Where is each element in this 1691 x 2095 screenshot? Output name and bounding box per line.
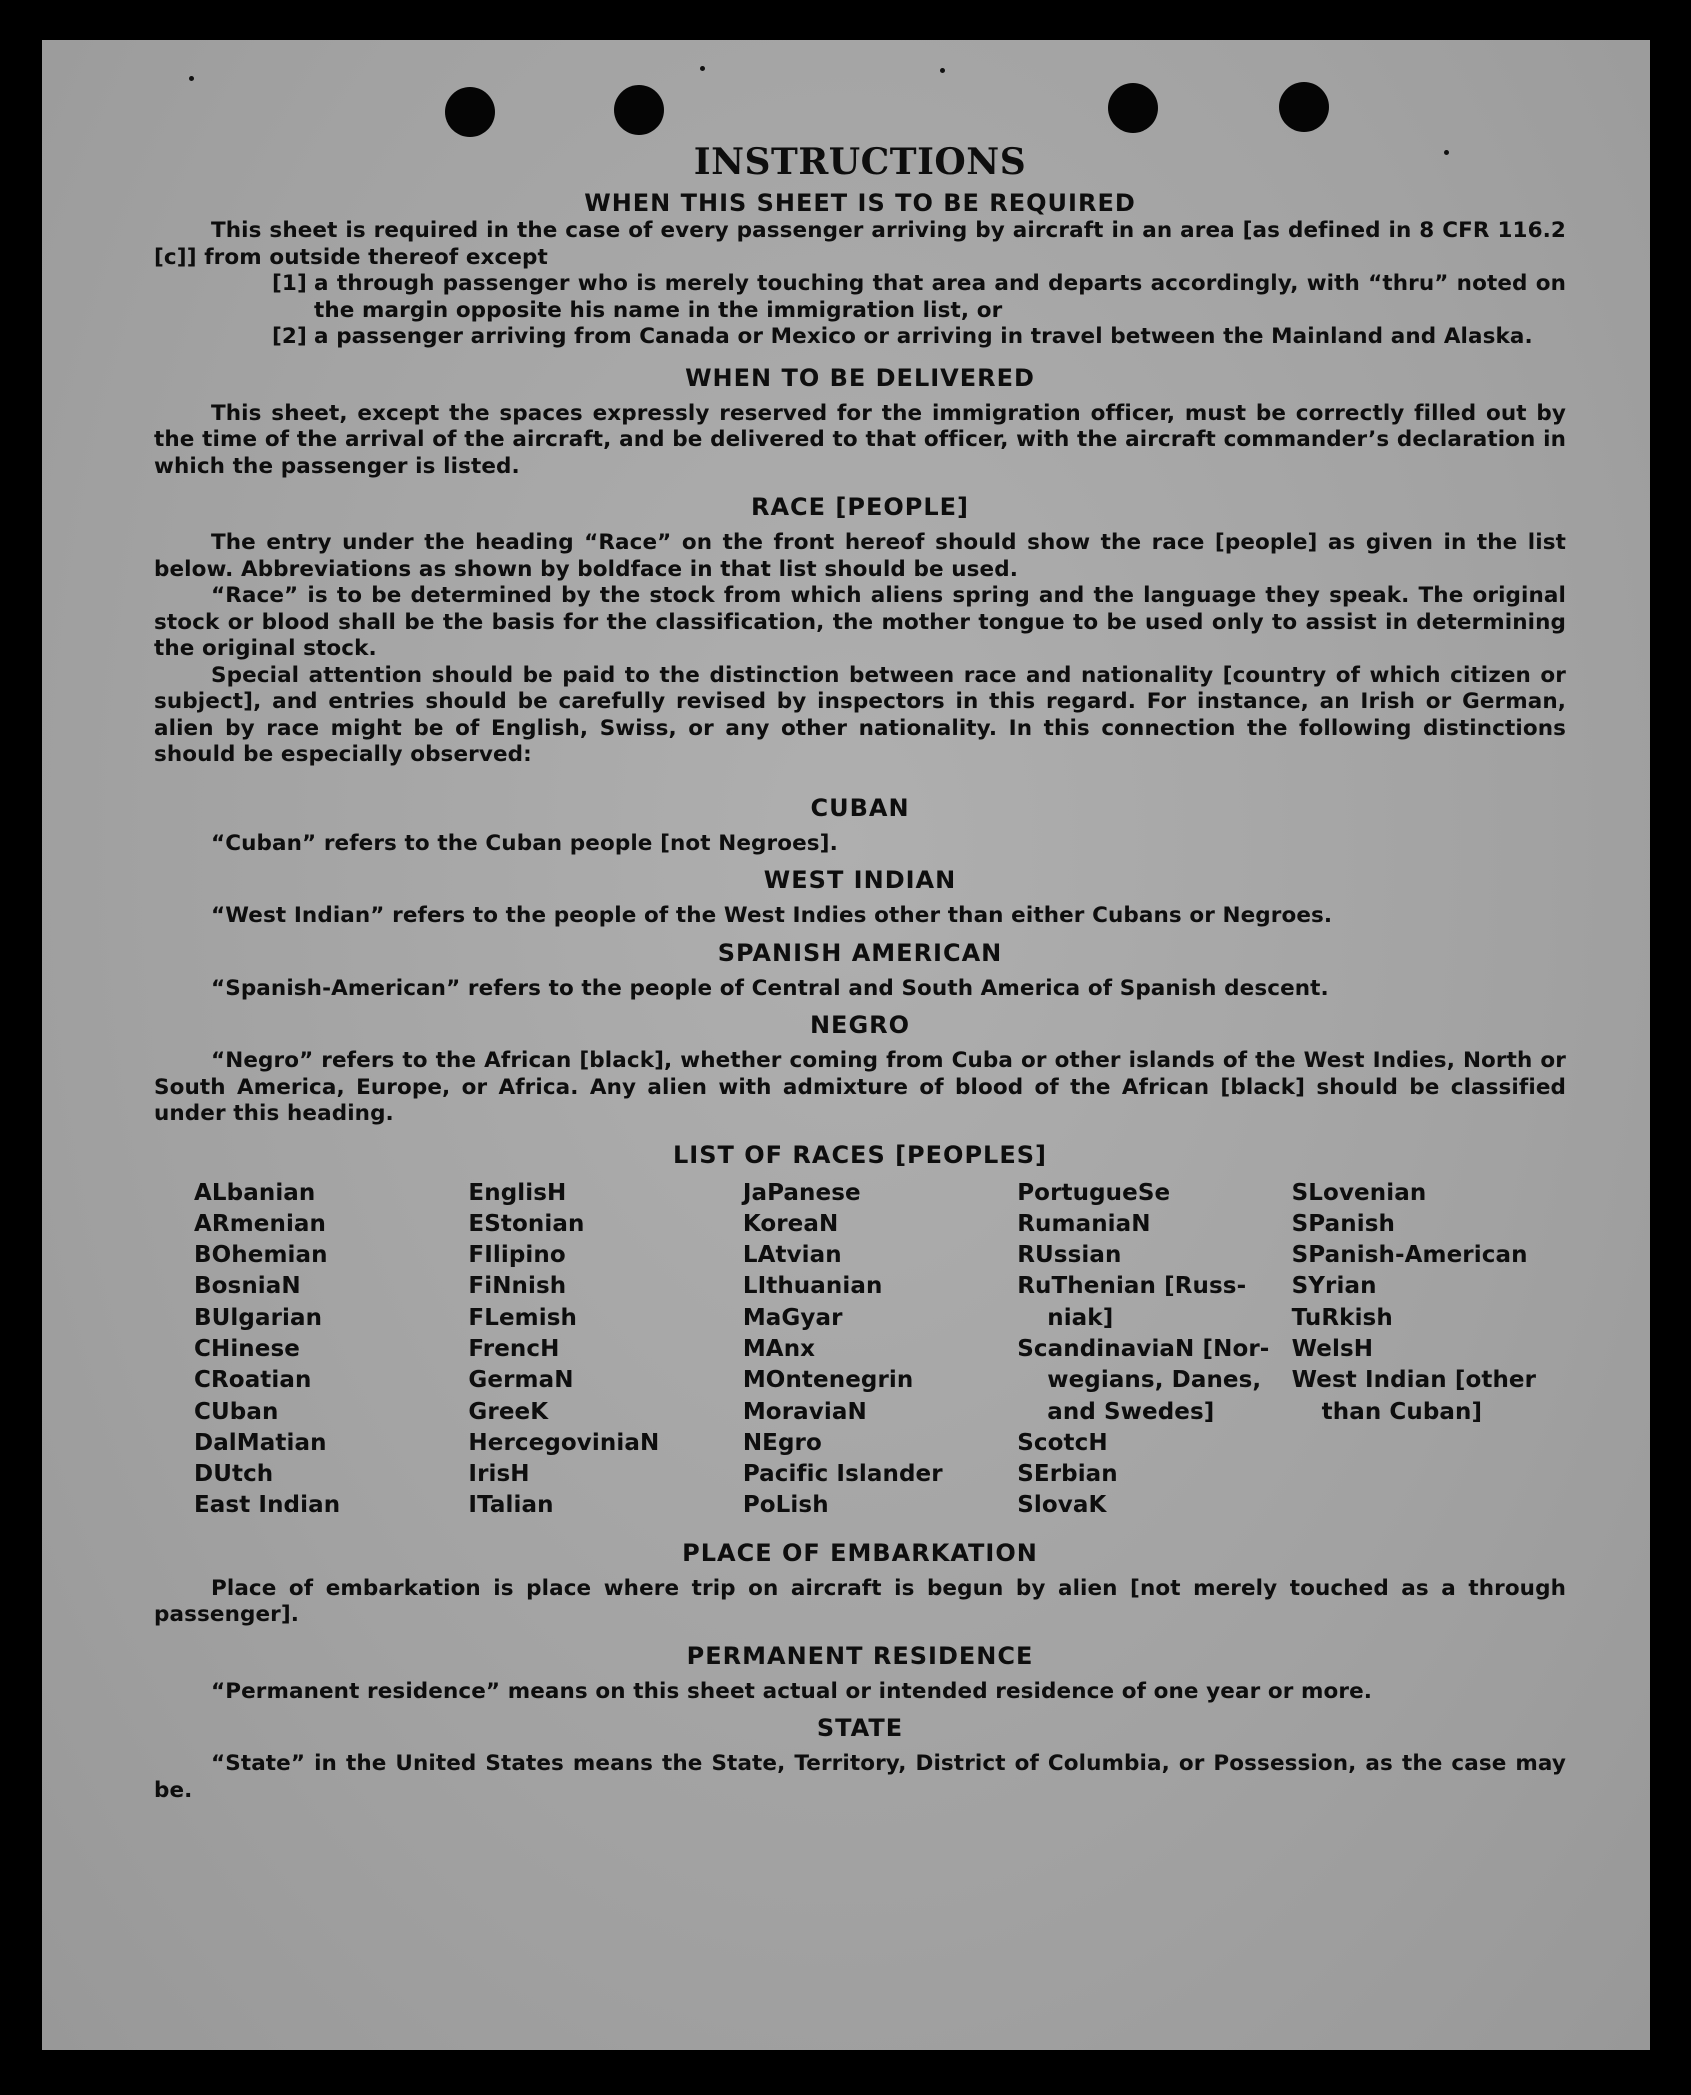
- embarkation-text: Place of embarkation is place where trip on aircraft is begun by alien [not merely touched as a through passenger].: [154, 1575, 1566, 1628]
- exception-number: [1]: [272, 271, 307, 296]
- race-entry: BosniaN: [194, 1273, 301, 1300]
- when-required-intro: This sheet is required in the case of every passenger arriving by aircraft in an area [as defined in 8 CFR 116.2 [c]] from outside thereof except: [154, 218, 1566, 270]
- heading-spanish-american: SPANISH AMERICAN: [717, 938, 1003, 967]
- race-entry: FIlipino: [468, 1242, 566, 1269]
- exception-item: [154, 271, 1566, 324]
- race-entry: RuThenian [Russ-: [1017, 1273, 1247, 1300]
- race-entry: LIthuanian: [742, 1273, 883, 1300]
- race-entry: FiNnish: [468, 1273, 567, 1300]
- heading-embarkation: PLACE OF EMBARKATION: [682, 1538, 1038, 1567]
- west-indian-text: “West Indian” refers to the people of the West Indies other than either Cubans or Negroes.: [211, 903, 1333, 928]
- punch-hole: [445, 87, 495, 137]
- instructions-content: [154, 142, 1566, 1804]
- race-entry: MOntenegrin: [742, 1367, 914, 1394]
- spanish-american-text: “Spanish-American” refers to the people of Central and South America of Spanish descent.: [211, 975, 1329, 1001]
- race-entry: SErbian: [1017, 1461, 1118, 1488]
- race-entry: EStonian: [468, 1210, 585, 1237]
- heading-state: STATE: [816, 1714, 904, 1743]
- race-entry: BUlgarian: [194, 1304, 323, 1331]
- race-entry: ScotcH: [1017, 1429, 1108, 1456]
- race-entry: ScandinaviaN [Nor-: [1017, 1335, 1270, 1362]
- negro-text: “Negro” refers to the African [black], whether coming from Cuba or other islands of the West Indies, North or South America, Europe, or Africa. Any alien with admixture of blood of the African [black] should be classified under this heading.: [154, 1048, 1566, 1126]
- race-entry: SLovenian: [1291, 1179, 1427, 1206]
- punch-hole: [1279, 82, 1329, 132]
- race-entry: SYrian: [1291, 1273, 1377, 1300]
- heading-list-of-races: LIST OF RACES [PEOPLES]: [673, 1140, 1047, 1169]
- race-entry: NEgro: [742, 1429, 822, 1456]
- exception-text: a through passenger who is merely touching that area and departs accordingly, with “thru” noted on the margin opposite his name in the immigration list, or: [314, 271, 1566, 323]
- race-entry: IrisH: [468, 1461, 530, 1488]
- race-entry: PortugueSe: [1017, 1179, 1171, 1206]
- race-entry: RUssian: [1017, 1242, 1122, 1269]
- race-entry: ALbanian: [194, 1179, 316, 1206]
- race-entry: FLemish: [468, 1304, 577, 1331]
- race-entry: FrencH: [468, 1335, 560, 1362]
- race-entry: niak]: [1047, 1304, 1114, 1331]
- heading-when-required: WHEN THIS SHEET IS TO BE REQUIRED: [584, 189, 1136, 217]
- race-entry: RumaniaN: [1017, 1210, 1151, 1237]
- race-entry: JaPanese: [742, 1179, 861, 1206]
- heading-negro: NEGRO: [809, 1011, 911, 1039]
- race-entry: MAnx: [742, 1335, 816, 1362]
- race-entry: GermaN: [468, 1367, 574, 1394]
- exception-number: [2]: [272, 324, 307, 349]
- permanent-residence-text: “Permanent residence” means on this sheet actual or intended residence of one year or more.: [211, 1678, 1373, 1704]
- race-entry: BOhemian: [194, 1242, 328, 1269]
- exception-text: a passenger arriving from Canada or Mexico or arriving in travel between the Mainland and Alaska.: [314, 324, 1533, 349]
- race-entry: MaGyar: [742, 1304, 843, 1331]
- race-entry: and Swedes]: [1047, 1398, 1215, 1425]
- race-entry: CRoatian: [194, 1367, 312, 1394]
- race-entry: ITalian: [468, 1492, 554, 1519]
- race-entry: SPanish-American: [1291, 1242, 1528, 1269]
- speck: [189, 76, 194, 81]
- race-column: [1017, 1178, 1291, 1522]
- race-entry: HercegoviniaN: [468, 1429, 660, 1456]
- state-text: “State” in the United States means the State, Territory, District of Columbia, or Possession, as the case may be.: [154, 1751, 1566, 1803]
- cuban-text: “Cuban” refers to the Cuban people [not Negroes].: [211, 830, 838, 856]
- race-entry: CHinese: [194, 1335, 300, 1362]
- speck: [700, 66, 705, 71]
- punch-hole: [614, 85, 664, 135]
- heading-cuban: CUBAN: [810, 793, 910, 822]
- speck: [940, 68, 945, 73]
- document-page: [42, 40, 1650, 2050]
- race-entry: ARmenian: [194, 1210, 327, 1237]
- race-entry: SPanish: [1291, 1210, 1395, 1237]
- race-column: [194, 1178, 468, 1522]
- race-entry: West Indian [other: [1291, 1367, 1537, 1394]
- race-list-table: [154, 1178, 1566, 1522]
- heading-race: RACE [PEOPLE]: [750, 493, 970, 521]
- race-entry: DUtch: [194, 1461, 274, 1488]
- race-entry: Pacific Islander: [742, 1461, 943, 1488]
- race-entry: DalMatian: [194, 1429, 327, 1456]
- race-column: [468, 1178, 742, 1522]
- race-entry: MoraviaN: [742, 1398, 867, 1425]
- page-title: INSTRUCTIONS: [693, 141, 1027, 183]
- race-entry: wegians, Danes,: [1047, 1367, 1262, 1394]
- heading-permanent-residence: PERMANENT RESIDENCE: [686, 1641, 1034, 1670]
- race-paragraph: “Race” is to be determined by the stock from which aliens spring and the language they speak. The original stock or blood shall be the basis for the classification, the mother tongue to be used only to assist in determining the original stock.: [154, 583, 1566, 661]
- race-entry: SlovaK: [1017, 1492, 1107, 1519]
- race-entry: EnglisH: [468, 1179, 567, 1206]
- exception-item: [154, 324, 1566, 351]
- punch-hole: [1108, 83, 1158, 133]
- race-entry: LAtvian: [742, 1242, 842, 1269]
- race-paragraph: Special attention should be paid to the distinction between race and nationality [country of which citizen or subject], and entries should be carefully revised by inspectors in this regard. For instance, an Irish or German, alien by race might be of English, Swiss, or any other nationality. In this connection the following distinctions should be especially observed:: [154, 662, 1566, 767]
- race-column: [1292, 1178, 1566, 1522]
- race-entry: WelsH: [1291, 1335, 1374, 1362]
- race-entry: East Indian: [194, 1492, 341, 1519]
- race-entry: than Cuban]: [1321, 1398, 1483, 1425]
- race-entry: KoreaN: [742, 1210, 839, 1237]
- heading-west-indian: WEST INDIAN: [763, 866, 957, 894]
- race-entry: CUban: [194, 1398, 279, 1425]
- race-entry: PoLish: [742, 1492, 829, 1519]
- race-column: [743, 1178, 1017, 1522]
- when-delivered-text: This sheet, except the spaces expressly reserved for the immigration officer, must be correctly filled out by the time of the arrival of the aircraft, and be delivered to that officer, with the aircraft commander’s declaration in which the passenger is listed.: [154, 400, 1566, 479]
- race-entry: GreeK: [468, 1398, 549, 1425]
- race-entry: TuRkish: [1291, 1304, 1393, 1331]
- race-paragraph: The entry under the heading “Race” on the front hereof should show the race [people] as given in the list below. Abbreviations as shown by boldface in that list should be used.: [154, 530, 1566, 582]
- heading-when-delivered: WHEN TO BE DELIVERED: [685, 363, 1035, 392]
